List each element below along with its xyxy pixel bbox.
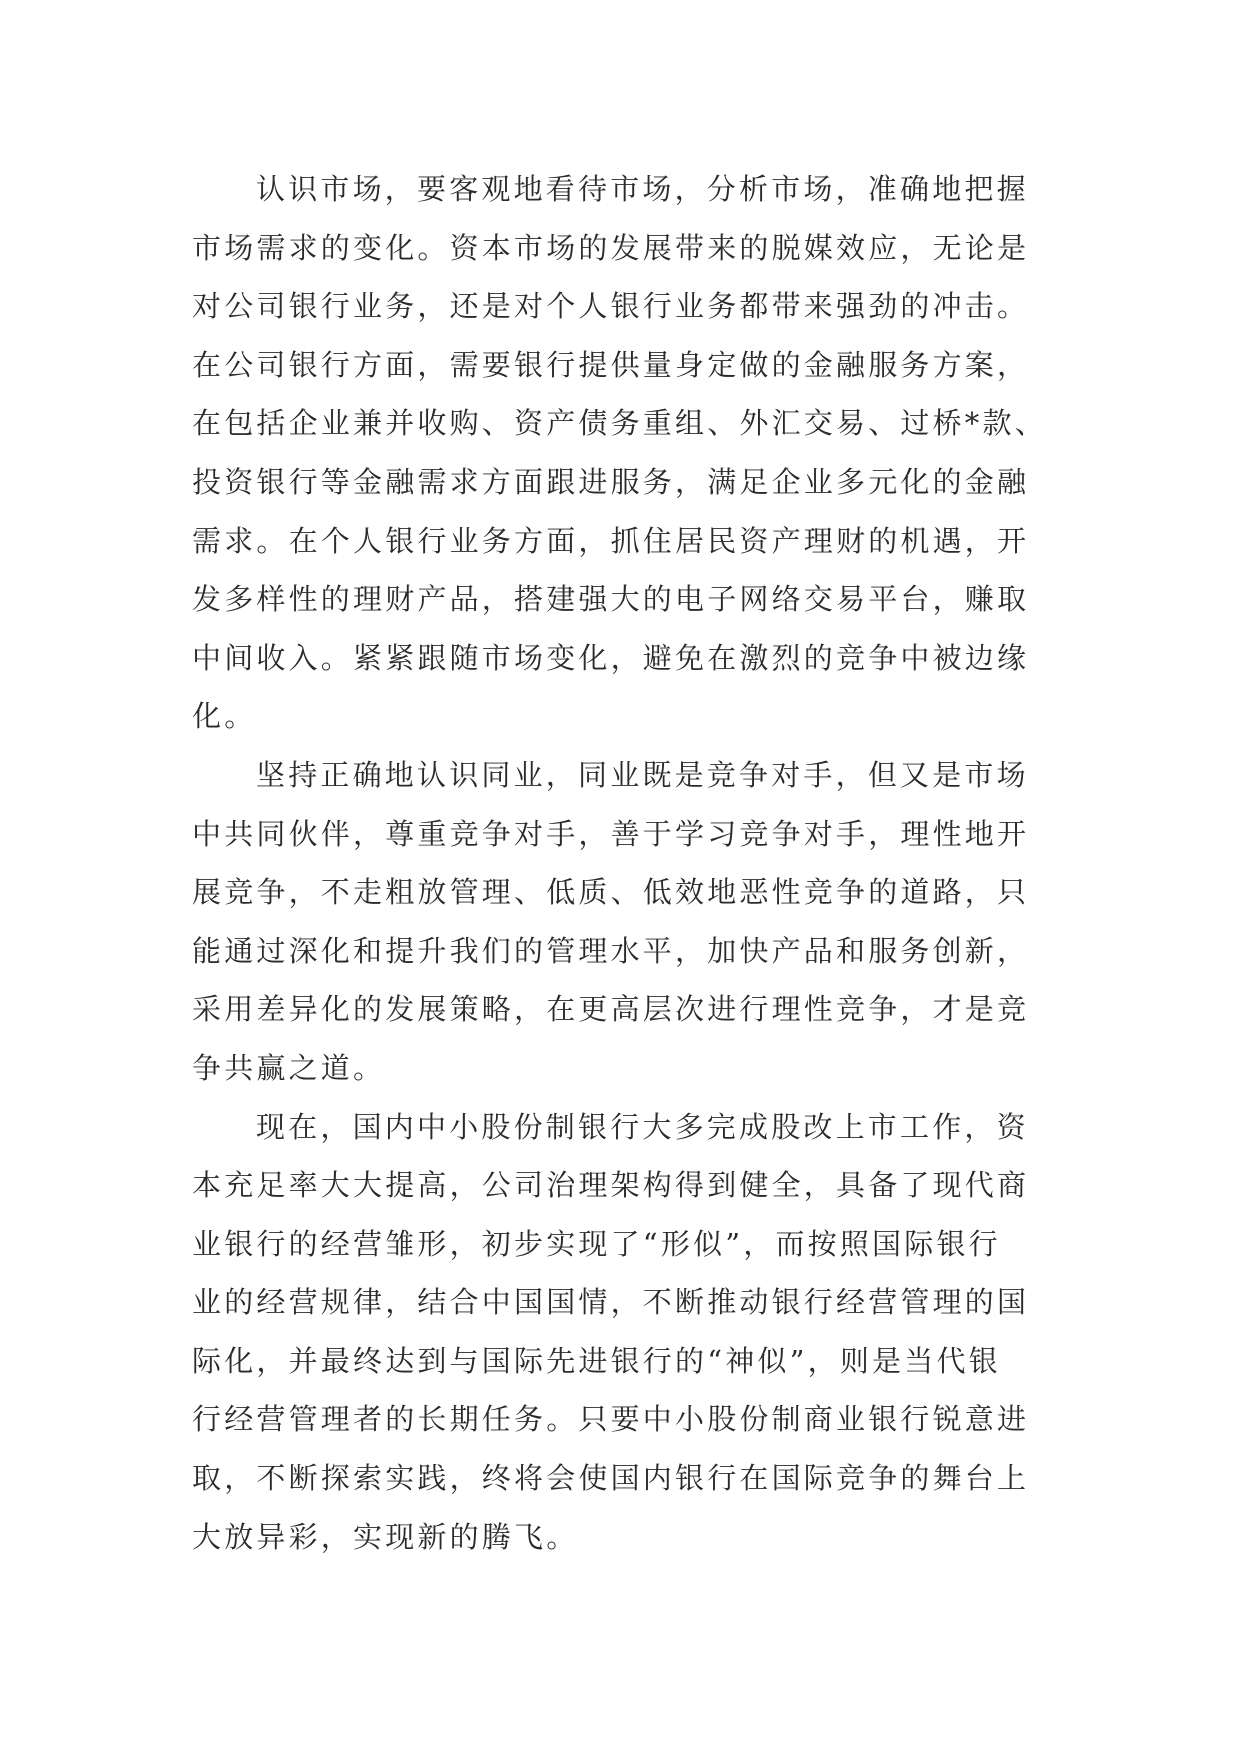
- text-line: 坚持正确地认识同业，同业既是竞争对手，但又是市场: [256, 757, 1029, 792]
- text-line: 行经营管理者的长期任务。只要中小股份制商业银行锐意进: [192, 1402, 1030, 1437]
- text-line: 化。: [192, 699, 257, 734]
- text-line: 投资银行等金融需求方面跟进服务，满足企业多元化的金融: [192, 464, 1030, 499]
- text-line: 中间收入。紧紧跟随市场变化，避免在激烈的竞争中被边缘: [192, 640, 1030, 675]
- text-line: 现在，国内中小股份制银行大多完成股改上市工作，资: [256, 1109, 1029, 1144]
- text-line: 本充足率大大提高，公司治理架构得到健全，具备了现代商: [192, 1168, 1030, 1203]
- text-line: 认识市场，要客观地看待市场，分析市场，准确地把握: [256, 172, 1029, 206]
- text-line: 对公司银行业务，还是对个人银行业务都带来强劲的冲击。: [192, 289, 1030, 324]
- text-line: 需求。在个人银行业务方面，抓住居民资产理财的机遇，开: [192, 523, 1030, 558]
- text-line: 在公司银行方面，需要银行提供量身定做的金融服务方案，: [192, 347, 1030, 382]
- text-line: 业的经营规律，结合中国国情，不断推动银行经营管理的国: [192, 1285, 1030, 1320]
- text-line: 际化，并最终达到与国际先进银行的“神似”，则是当代银: [192, 1343, 1001, 1378]
- text-line: 能通过深化和提升我们的管理水平，加快产品和服务创新，: [192, 933, 1030, 968]
- text-line: 业银行的经营雏形，初步实现了“形似”，而按照国际银行: [192, 1226, 1001, 1261]
- paragraph-peers: [192, 746, 1092, 1098]
- text-line: 发多样性的理财产品，搭建强大的电子网络交易平台，赚取: [192, 582, 1030, 617]
- text-line: 展竞争，不走粗放管理、低质、低效地恶性竞争的道路，只: [192, 875, 1030, 910]
- text-line: 取，不断探索实践，终将会使国内银行在国际竞争的舞台上: [192, 1461, 1030, 1496]
- paragraph-future: [192, 1098, 1092, 1567]
- text-line: 在包括企业兼并收购、资产债务重组、外汇交易、过桥*款、: [192, 406, 1047, 441]
- text-line: 中共同伙伴，尊重竞争对手，善于学习竞争对手，理性地开: [192, 816, 1030, 851]
- paragraph-market: [192, 160, 1092, 746]
- document-body: [192, 160, 1092, 1566]
- text-line: 市场需求的变化。资本市场的发展带来的脱媒效应，无论是: [192, 230, 1030, 265]
- text-line: 大放异彩，实现新的腾飞。: [192, 1519, 579, 1554]
- text-line: 采用差异化的发展策略，在更高层次进行理性竞争，才是竞: [192, 992, 1030, 1027]
- text-line: 争共赢之道。: [192, 1050, 386, 1085]
